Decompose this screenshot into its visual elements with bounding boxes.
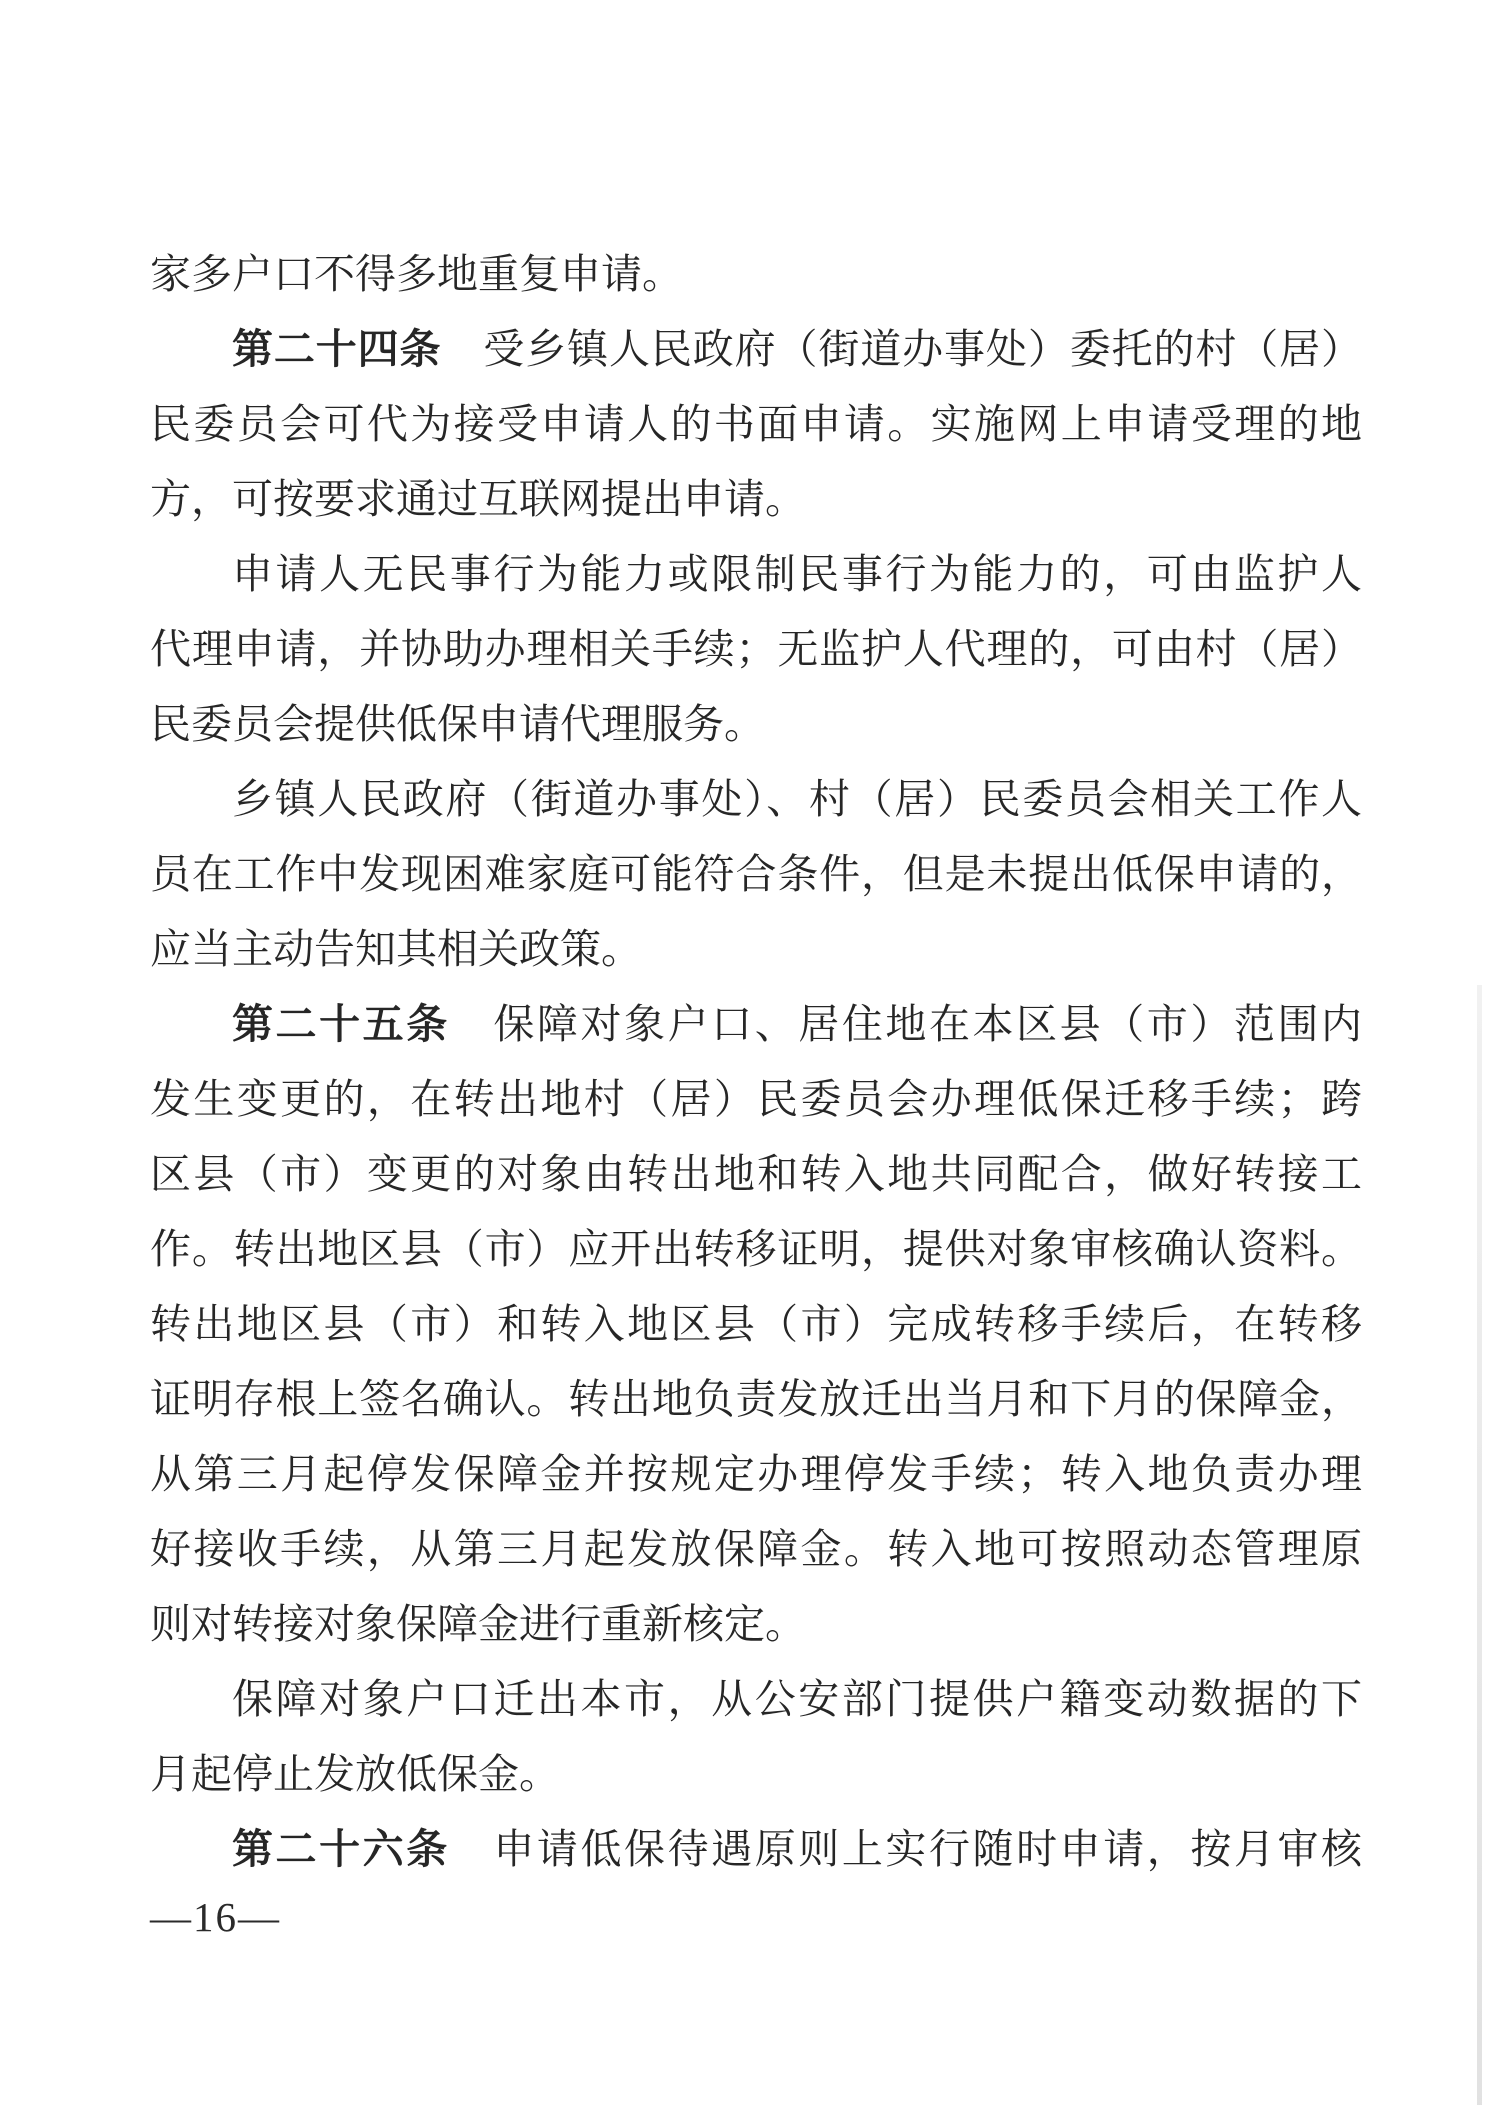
- text-line: 方，可按要求通过互联网提出申请。: [150, 476, 806, 522]
- article-number: 第二十四条: [232, 326, 442, 372]
- text-line: 代理申请，并协助办理相关手续；无监护人代理的，可由村（居）: [150, 626, 1362, 672]
- text-line: 申请人无民事行为能力或限制民事行为能力的，可由监护人: [232, 551, 1362, 597]
- text-line: 区县（市）变更的对象由转出地和转入地共同配合，做好转接工: [150, 1151, 1362, 1197]
- article-line: 第二十六条 申请低保待遇原则上实行随时申请，按月审核: [232, 1826, 1362, 1872]
- document-body: [150, 237, 1362, 1887]
- text-line: 转出地区县（市）和转入地区县（市）完成转移手续后，在转移: [150, 1301, 1362, 1347]
- article-number: 第二十六条: [232, 1826, 450, 1872]
- text-line: 家多户口不得多地重复申请。: [150, 251, 683, 297]
- text-line: 好接收手续，从第三月起发放保障金。转入地可按照动态管理原: [150, 1526, 1362, 1572]
- text-line: 月起停止发放低保金。: [150, 1751, 560, 1797]
- article-number: 第二十五条: [232, 1001, 450, 1047]
- scan-artifact-right-edge: [1477, 985, 1482, 2105]
- text-line: 民委员会提供低保申请代理服务。: [150, 701, 765, 747]
- article-line: 第二十四条 受乡镇人民政府（街道办事处）委托的村（居）: [232, 326, 1362, 372]
- text-line: 则对转接对象保障金进行重新核定。: [150, 1601, 806, 1647]
- text-line: 民委员会可代为接受申请人的书面申请。实施网上申请受理的地: [150, 401, 1362, 447]
- text-line: 从第三月起停发保障金并按规定办理停发手续；转入地负责办理: [150, 1451, 1362, 1497]
- text-line: 应当主动告知其相关政策。: [150, 926, 642, 972]
- article-line: 第二十五条 保障对象户口、居住地在本区县（市）范围内: [232, 1001, 1362, 1047]
- text-line: 发生变更的，在转出地村（居）民委员会办理低保迁移手续；跨: [150, 1076, 1362, 1122]
- text-line: 乡镇人民政府（街道办事处）、村（居）民委员会相关工作人: [232, 776, 1362, 822]
- text-line: 保障对象户口迁出本市，从公安部门提供户籍变动数据的下: [232, 1676, 1362, 1722]
- page-number: —16—: [150, 1894, 281, 1940]
- text-line: 员在工作中发现困难家庭可能符合条件，但是未提出低保申请的，: [150, 851, 1362, 897]
- text-line: 证明存根上签名确认。转出地负责发放迁出当月和下月的保障金，: [150, 1376, 1362, 1422]
- text-line: 作。转出地区县（市）应开出转移证明，提供对象审核确认资料。: [150, 1226, 1362, 1272]
